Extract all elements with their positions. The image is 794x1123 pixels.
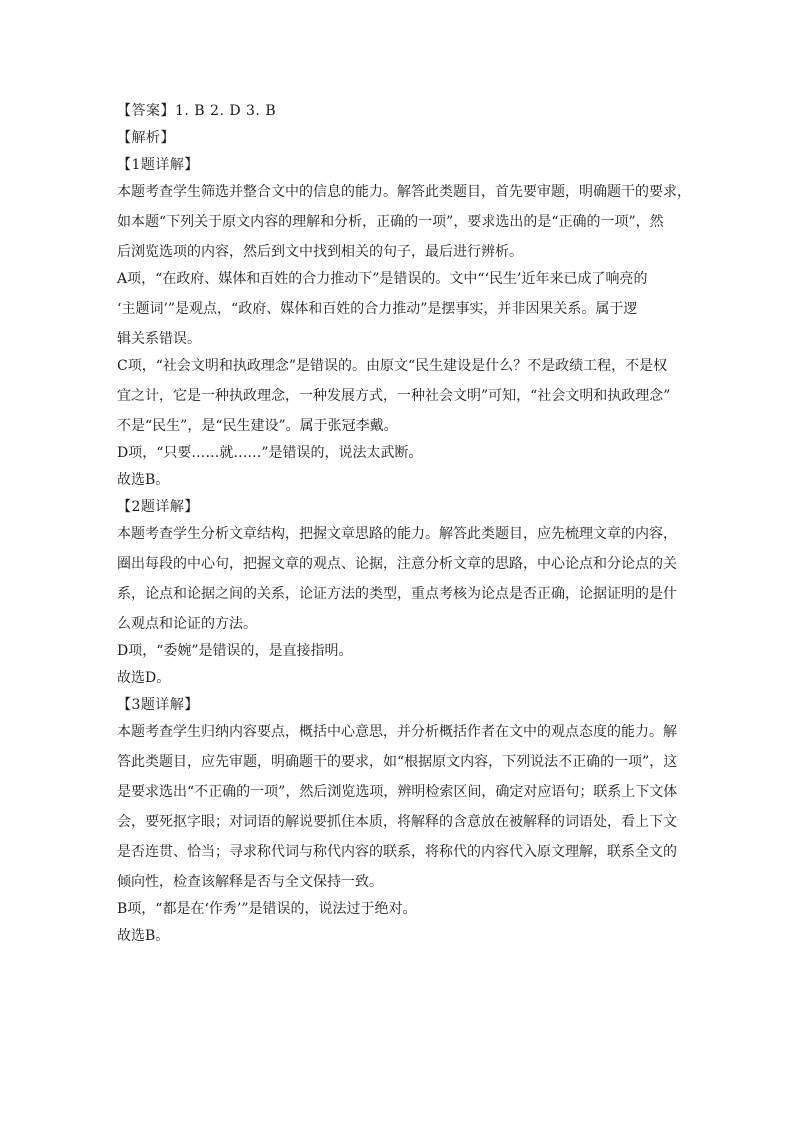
analysis-heading: 【解析】 (117, 130, 175, 146)
q1-option-a-line: ‘主题词’”是观点，“政府、媒体和百姓的合力推动”是摆事实，并非因果关系。属于逻 (117, 301, 638, 317)
q1-intro-line: 后浏览选项的内容，然后到文中找到相关的句子，最后进行辨析。 (117, 244, 523, 260)
q1-conclusion: 故选B。 (117, 472, 170, 488)
q2-intro-paragraph (117, 524, 683, 634)
q3-intro-paragraph (117, 722, 683, 892)
q3-intro-line: 本题考查学生归纳内容要点，概括中心意思，并分析概括作者在文中的观点态度的能力。解 (117, 724, 677, 740)
q2-intro-line: 么观点和论证的方法。 (117, 616, 257, 632)
q1-option-a-line: A项，“在政府、媒体和百姓的合力推动下”是错误的。文中“‘民生’近年来已成了响亮的 (117, 271, 648, 287)
q1-intro-line: 如本题“下列关于原文内容的理解和分析，正确的一项”，要求选出的是“正确的一项”，然 (117, 214, 664, 230)
q3-intro-line: 是要求选出“不正确的一项”，然后浏览选项，辨明检索区间，确定对应语句；联系上下文体 (117, 784, 678, 800)
q3-intro-line: 答此类题目，应先审题，明确题干的要求，如“根据原文内容，下列说法不正确的一项”，这 (117, 754, 678, 770)
answer-analysis-section (117, 101, 691, 953)
q2-intro-line: 本题考查学生分析文章结构，把握文章思路的能力。解答此类题目，应先梳理文章的内容， (117, 526, 677, 542)
answer-line: 【答案】1. B 2. D 3. B (117, 103, 277, 119)
q1-intro-line: 本题考查学生筛选并整合文中的信息的能力。解答此类题目，首先要审题，明确题干的要求， (117, 184, 691, 200)
q3-intro-line: 是否连贯、恰当；寻求称代词与称代内容的联系，将称代的内容代入原文理解，联系全文的 (117, 844, 677, 860)
q2-option-d: D项，“委婉”是错误的，是直接指明。 (117, 643, 353, 659)
q1-option-c-paragraph (117, 356, 683, 436)
q1-option-a-paragraph (117, 269, 683, 349)
q3-intro-line: 倾向性，检查该解释是否与全文保持一致。 (117, 874, 383, 890)
q3-conclusion: 故选B。 (117, 928, 170, 944)
q1-heading: 【1题详解】 (117, 157, 199, 173)
q3-intro-line: 会，要死抠字眼；对词语的解说要抓住本质，将解释的含意放在被解释的词语处，看上下文 (117, 814, 677, 830)
q2-conclusion: 故选D。 (117, 670, 171, 686)
q1-option-d: D项，“只要……就……”是错误的，说法太武断。 (117, 445, 423, 461)
q3-heading: 【3题详解】 (117, 697, 199, 713)
q1-option-c-line: 宜之计，它是一种执政理念，一种发展方式，一种社会文明”可知，“社会文明和执政理念” (117, 388, 671, 404)
q2-heading: 【2题详解】 (117, 499, 199, 515)
q3-option-b: B项，“都是在‘作秀’”是错误的，说法过于绝对。 (117, 901, 417, 917)
q1-intro-paragraph (117, 182, 691, 262)
q2-intro-line: 圈出每段的中心句，把握文章的观点、论据，注意分析文章的思路，中心论点和分论点的关 (117, 556, 677, 572)
q1-option-c-line: 不是“民生”，是“民生建设”。属于张冠李戴。 (117, 418, 398, 434)
q1-option-a-line: 辑关系错误。 (117, 331, 201, 347)
q2-intro-line: 系，论点和论据之间的关系，论证方法的类型，重点考核为论点是否正确，论据证明的是什 (117, 586, 677, 602)
q1-option-c-line: C项，“社会文明和执政理念”是错误的。由原文“民生建设是什么？不是政绩工程，不是权 (117, 358, 668, 374)
